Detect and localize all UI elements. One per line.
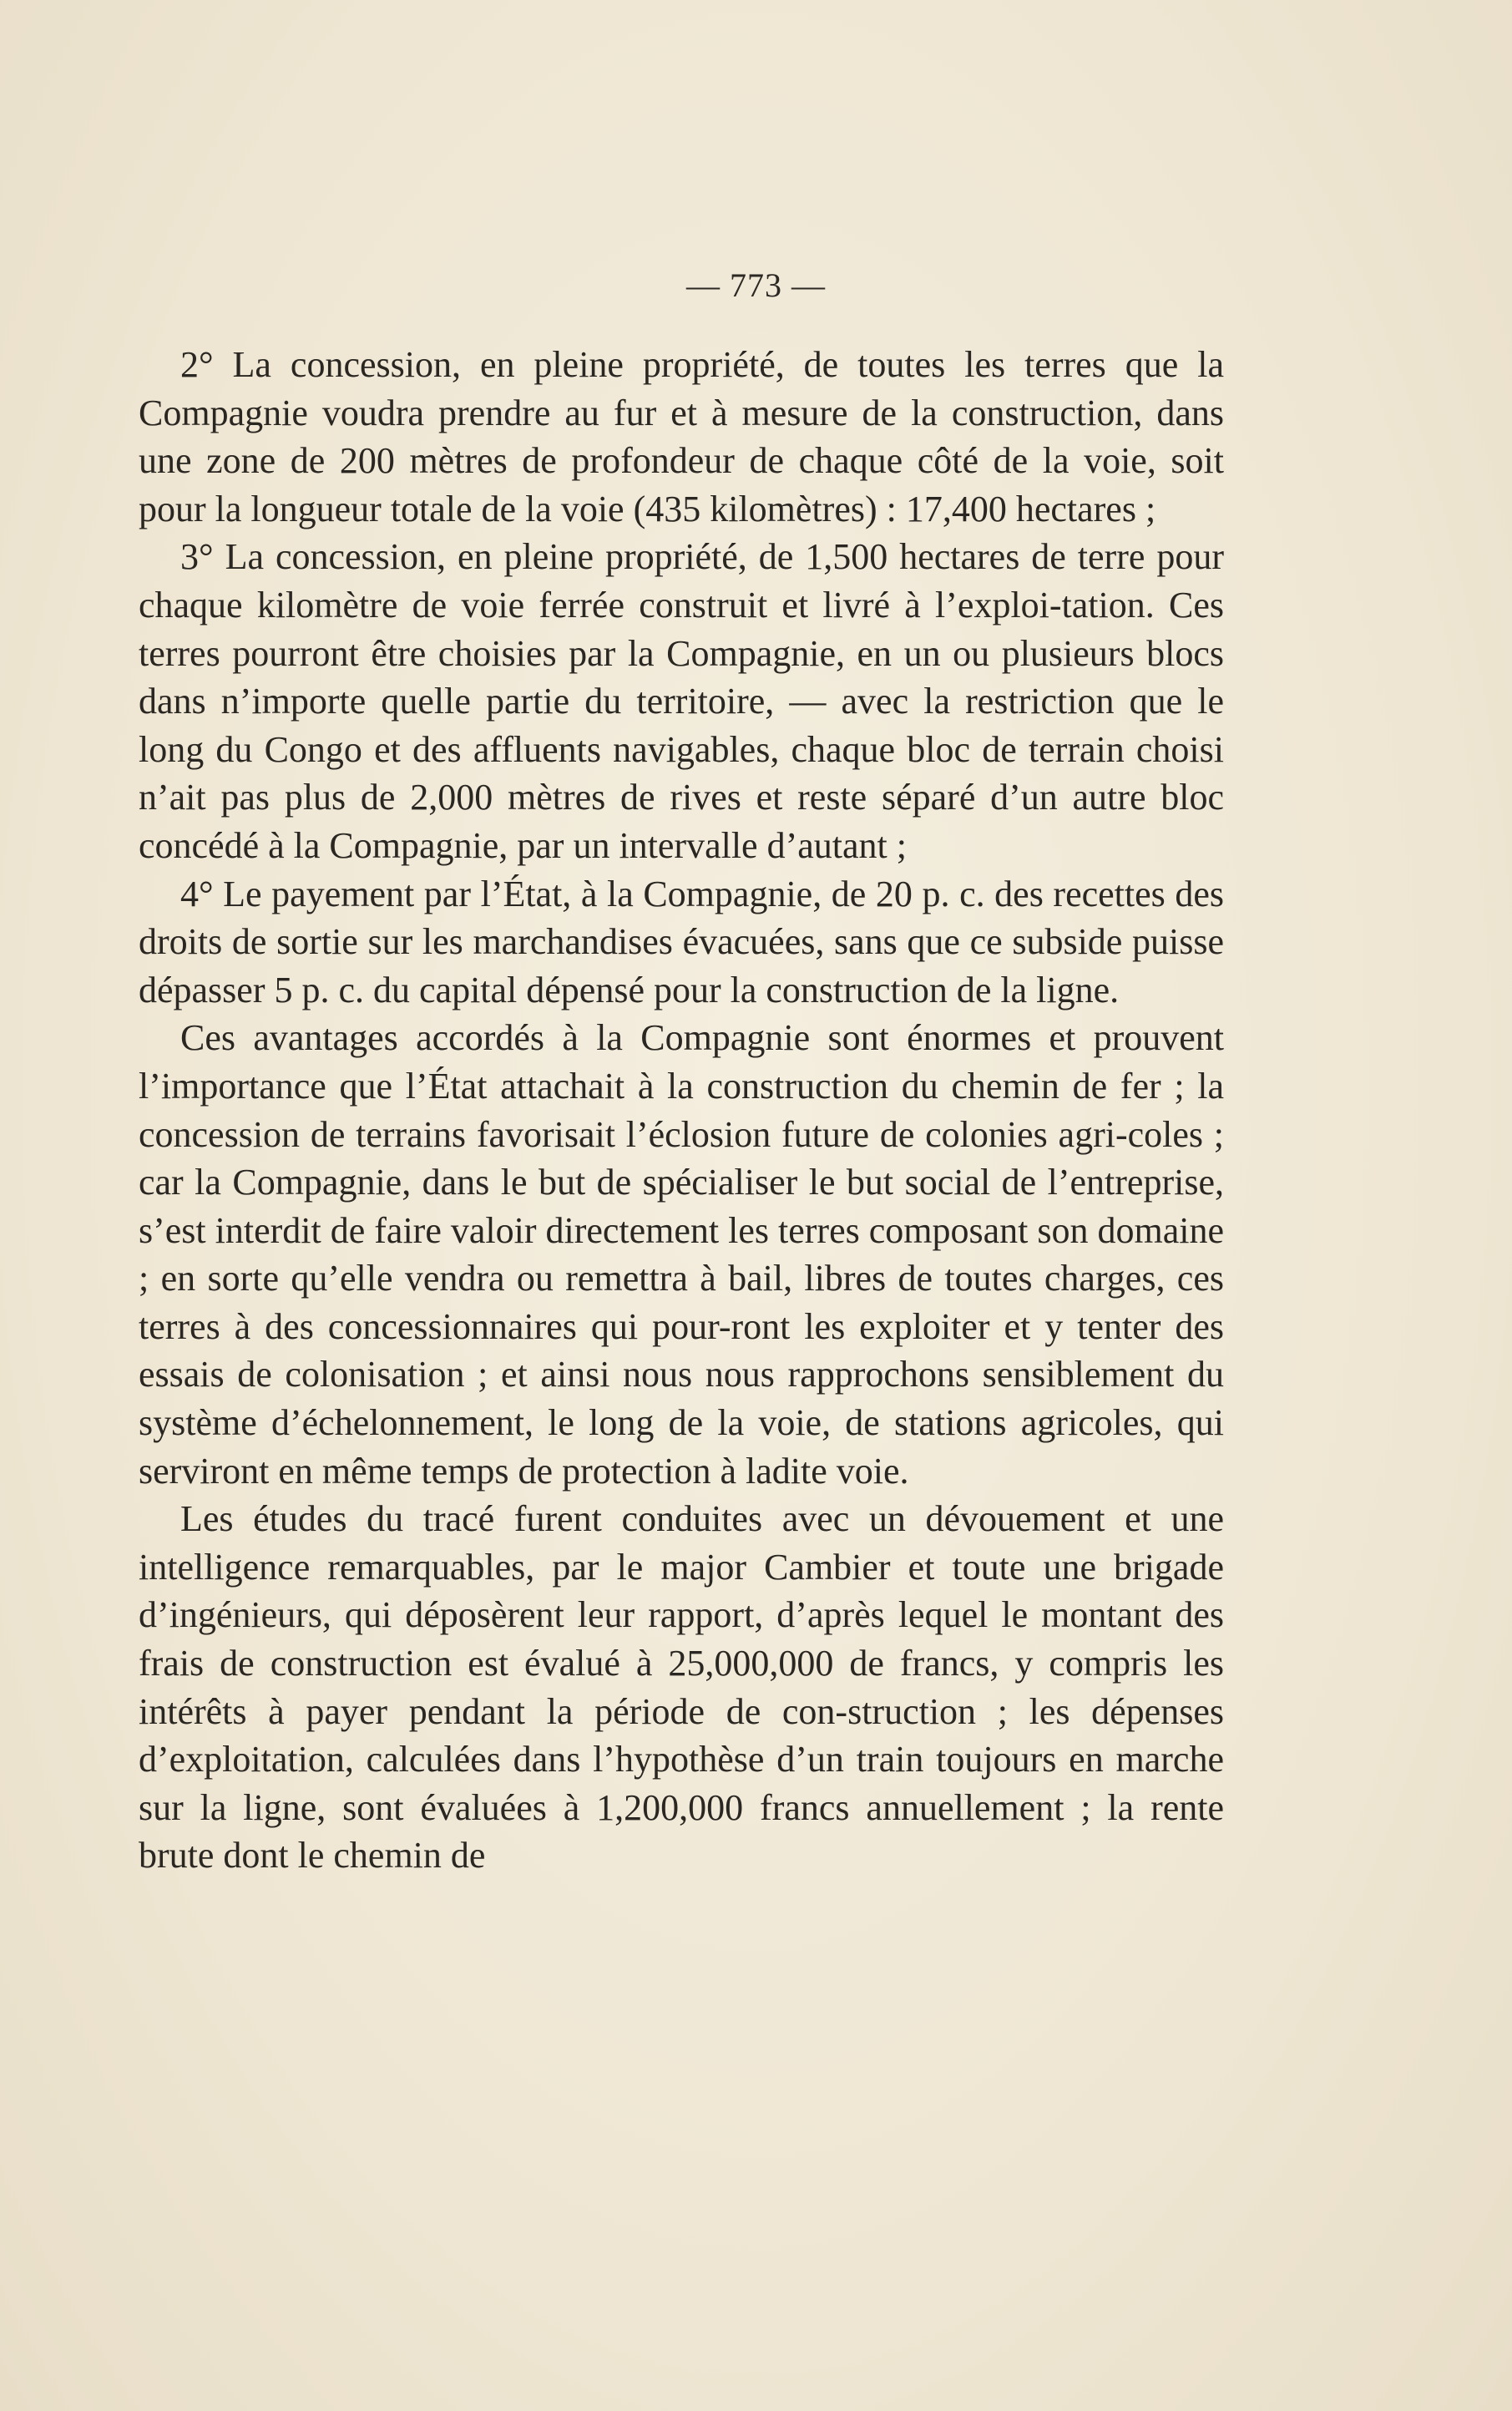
page-number: — 773 —: [686, 266, 826, 304]
paragraph-etudes-trace: Les études du tracé furent conduites avec un dévouement et une intelligence remarquables, par le major Cambier et toute une brigade d’ingénieurs, qui déposèrent leur rapport, d’après lequel le montant des frais de construction est évalué à 25,000,000 de francs, y compris les intérêts à payer pendant la période de con-struction ; les dépenses d’exploitation, calculées dans l’hypothèse d’un train toujours en marche sur la ligne, sont évaluées à 1,200,000 francs annuellement ; la rente brute dont le chemin de: [139, 1498, 1224, 1877]
body-text: [139, 341, 1224, 1880]
paragraph-payement-etat: 4° Le payement par l’État, à la Compagnie, de 20 p. c. des recettes des droits de sortie sur les marchandises évacuées, sans que ce subside puisse dépasser 5 p. c. du capital dépensé pour la construction de la ligne.: [139, 873, 1224, 1010]
paragraph-concession-terres: 2° La concession, en pleine propriété, de toutes les terres que la Compagnie voudra prendre au fur et à mesure de la construction, dans une zone de 200 mètres de profondeur de chaque côté de la voie, soit pour la longueur totale de la voie (435 kilomètres) : 17,400 hectares ;: [139, 344, 1224, 529]
paragraph-avantages: Ces avantages accordés à la Compagnie sont énormes et prouvent l’importance que l’État attachait à la construction du chemin de fer ; la concession de terrains favorisait l’éclosion future de colonies agri-coles ; car la Compagnie, dans le but de spécialiser le but social de l’entreprise, s’est interdit de faire valoir directement les terres composant son domaine ; en sorte qu’elle vendra ou remettra à bail, libres de toutes charges, ces terres à des concessionnaires qui pour-ront les exploiter et y tenter des essais de colonisation ; et ainsi nous nous rapprochons sensiblement du système d’échelonnement, le long de la voie, de stations agricoles, qui serviront en même temps de protection à ladite voie.: [139, 1017, 1224, 1492]
paragraph-concession-hectares: 3° La concession, en pleine propriété, de 1,500 hectares de terre pour chaque kilomètre de voie ferrée construit et livré à l’exploi-tation. Ces terres pourront être choisies par la Compagnie, en un ou plusieurs blocs dans n’importe quelle partie du territoire, — avec la restriction que le long du Congo et des affluents navigables, chaque bloc de terrain choisi n’ait pas plus de 2,000 mètres de rives et reste séparé d’un autre bloc concédé à la Compagnie, par un intervalle d’autant ;: [139, 536, 1224, 866]
